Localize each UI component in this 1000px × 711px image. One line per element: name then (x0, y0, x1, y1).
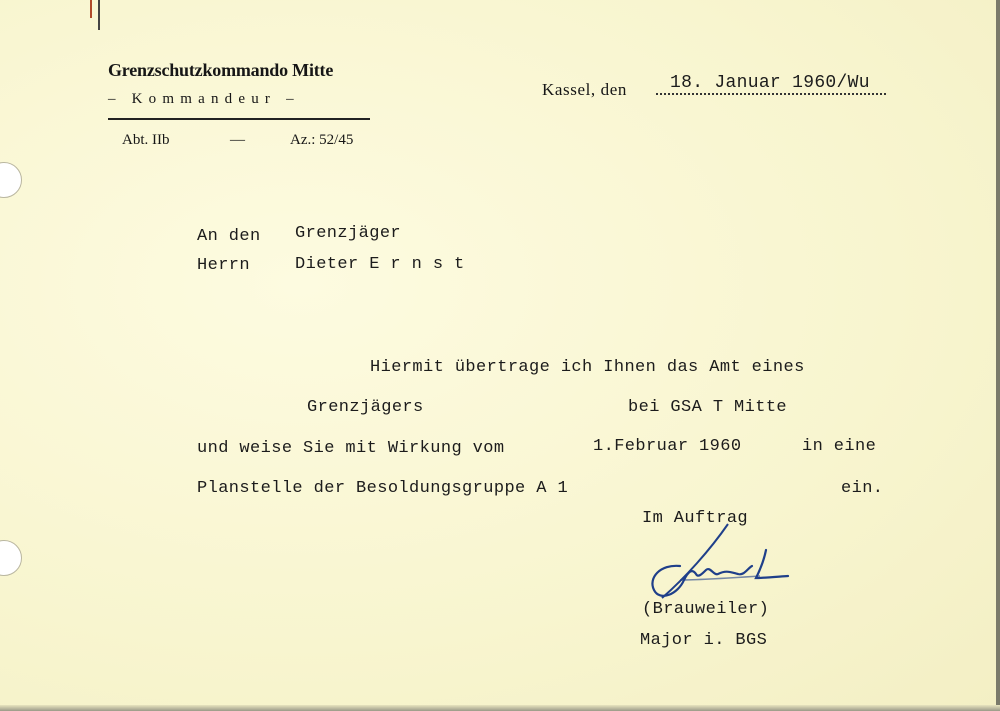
recipient-title: Grenzjäger (295, 224, 402, 243)
signatory-rank: Major i. BGS (640, 631, 768, 650)
scan-edge-right (996, 0, 1000, 711)
body-line-3b: in eine (802, 437, 877, 456)
reference-separator: — (230, 132, 245, 148)
department-name: – Kommandeur – (108, 91, 300, 107)
body-line-3a: und weise Sie mit Wirkung vom (197, 439, 505, 458)
recipient-prefix-1: An den (197, 227, 261, 246)
place-label: Kassel, den (542, 80, 627, 99)
body-unit: bei GSA T Mitte (628, 398, 788, 417)
letter-date: 18. Januar 1960/Wu (670, 73, 870, 93)
effective-date: 1.Februar 1960 (593, 437, 742, 456)
recipient-prefix-2: Herrn (197, 256, 251, 275)
body-line-1: Hiermit übertrage ich Ihnen das Amt eines (370, 358, 805, 377)
punch-hole-bottom (0, 540, 22, 576)
punch-hole-top (0, 162, 22, 198)
reference-number: Az.: 52/45 (290, 132, 354, 148)
division-label: Abt. IIb (122, 132, 170, 148)
recipient-name: Dieter E r n s t (295, 255, 465, 274)
body-line-4a: Planstelle der Besoldungsgruppe A 1 (197, 479, 569, 498)
closing-authority: Im Auftrag (642, 509, 749, 528)
scan-mark (90, 0, 92, 18)
letterhead-rule (108, 118, 370, 120)
body-grade-title: Grenzjägers (307, 398, 424, 417)
scan-mark (98, 0, 100, 30)
scan-edge-bottom (0, 705, 1000, 711)
date-dotted-line (656, 93, 886, 95)
body-line-4b: ein. (841, 479, 884, 498)
signatory-name: (Brauweiler) (642, 600, 770, 619)
handwritten-signature (640, 520, 800, 610)
organization-name: Grenzschutzkommando Mitte (108, 60, 334, 80)
